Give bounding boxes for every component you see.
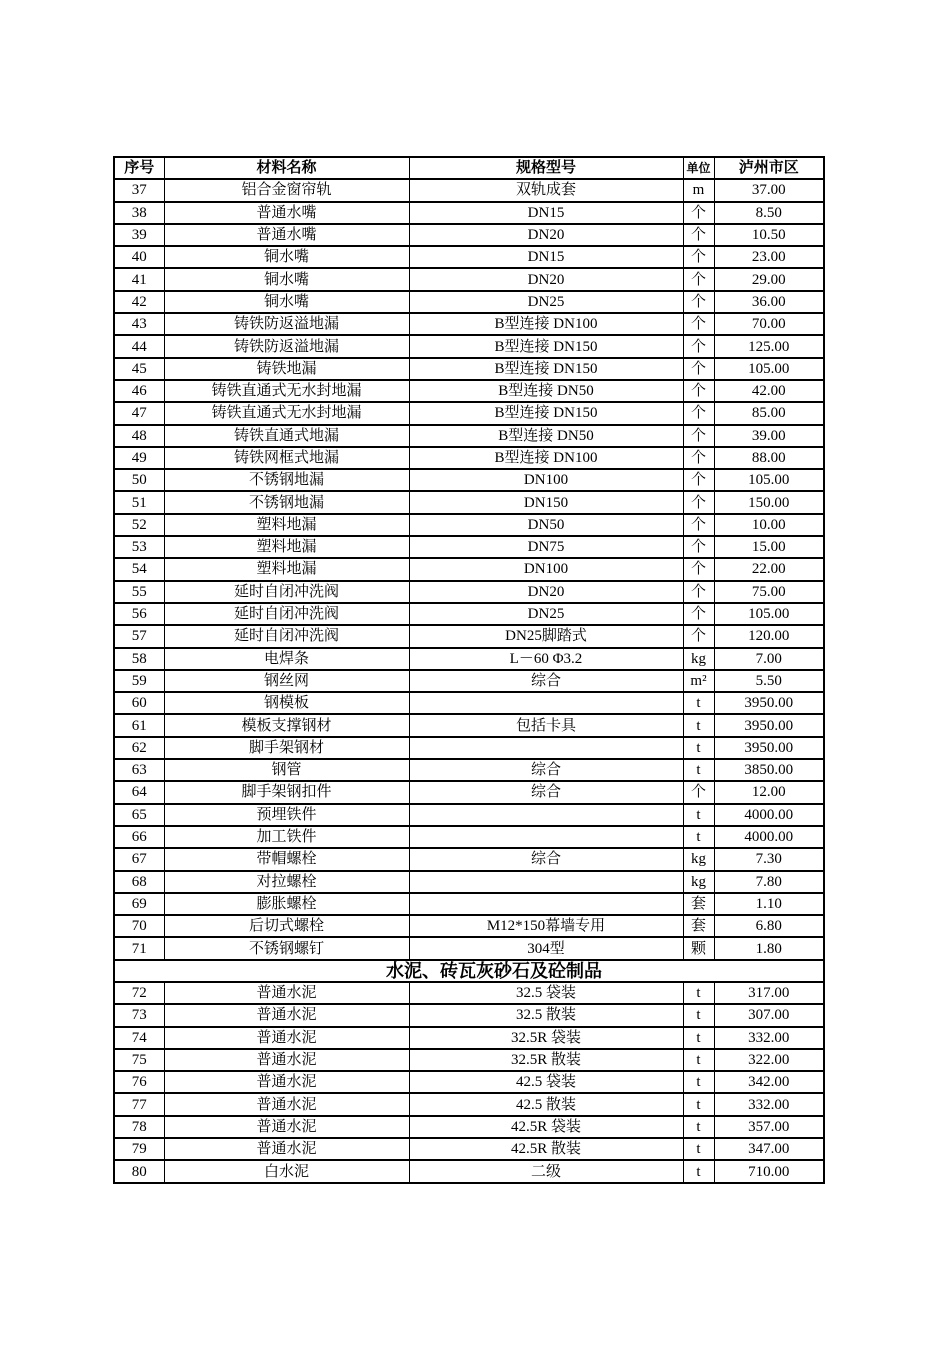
table-row [114, 848, 824, 870]
material-name-cell: 脚手架钢扣件 [164, 781, 409, 803]
table-row [114, 804, 824, 826]
table-row [114, 313, 824, 335]
spec-cell: DN15 [409, 246, 683, 268]
price-cell: 3950.00 [714, 737, 824, 759]
spec-cell: DN25脚踏式 [409, 625, 683, 647]
spec-cell: 42.5R 散装 [409, 1138, 683, 1160]
spec-cell: 综合 [409, 848, 683, 870]
unit-cell: t [683, 714, 714, 736]
column-header-name: 材料名称 [164, 157, 409, 179]
material-name-cell: 塑料地漏 [164, 514, 409, 536]
price-cell: 105.00 [714, 469, 824, 491]
spec-cell: DN75 [409, 536, 683, 558]
price-cell: 347.00 [714, 1138, 824, 1160]
serial-cell: 51 [114, 491, 164, 513]
unit-cell: t [683, 826, 714, 848]
material-name-cell: 普通水泥 [164, 982, 409, 1004]
serial-cell: 60 [114, 692, 164, 714]
section-header-label: 水泥、砖瓦灰砂石及砼制品 [114, 960, 824, 982]
material-name-cell: 铸铁直通式无水封地漏 [164, 380, 409, 402]
column-header-no: 序号 [114, 157, 164, 179]
material-name-cell: 膨胀螺栓 [164, 893, 409, 915]
price-cell: 125.00 [714, 335, 824, 357]
unit-cell: m² [683, 670, 714, 692]
price-cell: 70.00 [714, 313, 824, 335]
column-header-price: 泸州市区 [714, 157, 824, 179]
material-name-cell: 普通水泥 [164, 1004, 409, 1026]
table-row [114, 982, 824, 1004]
serial-cell: 42 [114, 291, 164, 313]
unit-cell: 个 [683, 603, 714, 625]
unit-cell: 个 [683, 469, 714, 491]
unit-cell: 个 [683, 268, 714, 290]
column-header-spec: 规格型号 [409, 157, 683, 179]
table-row [114, 358, 824, 380]
table-row [114, 937, 824, 959]
material-name-cell: 铝合金窗帘轨 [164, 179, 409, 201]
price-cell: 342.00 [714, 1071, 824, 1093]
table-row [114, 469, 824, 491]
spec-cell: DN20 [409, 581, 683, 603]
spec-cell: DN25 [409, 603, 683, 625]
column-header-unit: 单位 [683, 157, 714, 179]
serial-cell: 59 [114, 670, 164, 692]
material-name-cell: 普通水泥 [164, 1116, 409, 1138]
unit-cell: t [683, 982, 714, 1004]
unit-cell: 套 [683, 893, 714, 915]
serial-cell: 66 [114, 826, 164, 848]
table-header-row [114, 157, 824, 179]
spec-cell: B型连接 DN100 [409, 313, 683, 335]
price-cell: 4000.00 [714, 804, 824, 826]
spec-cell [409, 826, 683, 848]
unit-cell: 个 [683, 224, 714, 246]
unit-cell: 个 [683, 558, 714, 580]
serial-cell: 52 [114, 514, 164, 536]
table-row [114, 202, 824, 224]
material-name-cell: 后切式螺栓 [164, 915, 409, 937]
table-row [114, 603, 824, 625]
serial-cell: 76 [114, 1071, 164, 1093]
material-name-cell: 钢丝网 [164, 670, 409, 692]
spec-cell: M12*150幕墙专用 [409, 915, 683, 937]
price-cell: 42.00 [714, 380, 824, 402]
table-row [114, 291, 824, 313]
table-row [114, 893, 824, 915]
serial-cell: 62 [114, 737, 164, 759]
price-cell: 6.80 [714, 915, 824, 937]
serial-cell: 78 [114, 1116, 164, 1138]
serial-cell: 73 [114, 1004, 164, 1026]
unit-cell: t [683, 1116, 714, 1138]
table-row [114, 224, 824, 246]
table-row [114, 781, 824, 803]
material-name-cell: 延时自闭冲洗阀 [164, 625, 409, 647]
table-row [114, 558, 824, 580]
material-name-cell: 普通水泥 [164, 1093, 409, 1115]
spec-cell: DN20 [409, 268, 683, 290]
material-name-cell: 铸铁防返溢地漏 [164, 313, 409, 335]
section-header-row [114, 960, 824, 982]
unit-cell: t [683, 804, 714, 826]
unit-cell: t [683, 1138, 714, 1160]
spec-cell: DN100 [409, 558, 683, 580]
price-cell: 150.00 [714, 491, 824, 513]
unit-cell: 个 [683, 514, 714, 536]
price-cell: 88.00 [714, 447, 824, 469]
price-cell: 10.50 [714, 224, 824, 246]
unit-cell: 个 [683, 781, 714, 803]
price-cell: 36.00 [714, 291, 824, 313]
price-cell: 12.00 [714, 781, 824, 803]
material-name-cell: 塑料地漏 [164, 558, 409, 580]
material-name-cell: 加工铁件 [164, 826, 409, 848]
serial-cell: 70 [114, 915, 164, 937]
material-name-cell: 铸铁网框式地漏 [164, 447, 409, 469]
serial-cell: 37 [114, 179, 164, 201]
price-cell: 105.00 [714, 358, 824, 380]
price-cell: 332.00 [714, 1027, 824, 1049]
spec-cell: DN150 [409, 491, 683, 513]
price-cell: 75.00 [714, 581, 824, 603]
material-name-cell: 对拉螺栓 [164, 871, 409, 893]
spec-cell: B型连接 DN150 [409, 358, 683, 380]
material-name-cell: 铜水嘴 [164, 246, 409, 268]
spec-cell: B型连接 DN50 [409, 380, 683, 402]
material-name-cell: 脚手架钢材 [164, 737, 409, 759]
spec-cell: 综合 [409, 759, 683, 781]
spec-cell: 42.5R 袋装 [409, 1116, 683, 1138]
table-row [114, 826, 824, 848]
serial-cell: 64 [114, 781, 164, 803]
serial-cell: 54 [114, 558, 164, 580]
price-cell: 29.00 [714, 268, 824, 290]
table-row [114, 759, 824, 781]
price-cell: 317.00 [714, 982, 824, 1004]
price-cell: 15.00 [714, 536, 824, 558]
unit-cell: 个 [683, 447, 714, 469]
price-cell: 1.80 [714, 937, 824, 959]
spec-cell [409, 737, 683, 759]
price-cell: 3950.00 [714, 714, 824, 736]
serial-cell: 38 [114, 202, 164, 224]
price-cell: 3850.00 [714, 759, 824, 781]
spec-cell [409, 871, 683, 893]
table-row [114, 268, 824, 290]
serial-cell: 75 [114, 1049, 164, 1071]
material-name-cell: 延时自闭冲洗阀 [164, 603, 409, 625]
spec-cell [409, 692, 683, 714]
table-row [114, 425, 824, 447]
material-name-cell: 钢模板 [164, 692, 409, 714]
spec-cell: 32.5R 散装 [409, 1049, 683, 1071]
material-name-cell: 铸铁地漏 [164, 358, 409, 380]
table-row [114, 491, 824, 513]
unit-cell: 个 [683, 625, 714, 647]
unit-cell: 个 [683, 402, 714, 424]
price-cell: 8.50 [714, 202, 824, 224]
price-cell: 322.00 [714, 1049, 824, 1071]
spec-cell: L－60 Φ3.2 [409, 648, 683, 670]
unit-cell: t [683, 1004, 714, 1026]
spec-cell: B型连接 DN150 [409, 335, 683, 357]
spec-cell: 32.5 袋装 [409, 982, 683, 1004]
table-row [114, 625, 824, 647]
material-name-cell: 电焊条 [164, 648, 409, 670]
table-row [114, 1004, 824, 1026]
serial-cell: 50 [114, 469, 164, 491]
table-row [114, 648, 824, 670]
unit-cell: 个 [683, 491, 714, 513]
material-name-cell: 铜水嘴 [164, 268, 409, 290]
material-name-cell: 铸铁直通式无水封地漏 [164, 402, 409, 424]
table-row [114, 179, 824, 201]
unit-cell: kg [683, 871, 714, 893]
material-name-cell: 普通水泥 [164, 1027, 409, 1049]
serial-cell: 46 [114, 380, 164, 402]
table-row [114, 514, 824, 536]
price-cell: 1.10 [714, 893, 824, 915]
table-row [114, 335, 824, 357]
price-cell: 710.00 [714, 1160, 824, 1182]
spec-cell: 综合 [409, 781, 683, 803]
table-row [114, 915, 824, 937]
price-cell: 10.00 [714, 514, 824, 536]
spec-cell: 包括卡具 [409, 714, 683, 736]
unit-cell: 套 [683, 915, 714, 937]
unit-cell: 个 [683, 536, 714, 558]
table-row [114, 871, 824, 893]
table-row [114, 402, 824, 424]
serial-cell: 58 [114, 648, 164, 670]
serial-cell: 77 [114, 1093, 164, 1115]
spec-cell: 双轨成套 [409, 179, 683, 201]
spec-cell: B型连接 DN100 [409, 447, 683, 469]
material-name-cell: 不锈钢地漏 [164, 491, 409, 513]
unit-cell: 个 [683, 335, 714, 357]
material-name-cell: 普通水泥 [164, 1138, 409, 1160]
price-cell: 105.00 [714, 603, 824, 625]
table-row [114, 1071, 824, 1093]
serial-cell: 79 [114, 1138, 164, 1160]
unit-cell: t [683, 1027, 714, 1049]
serial-cell: 47 [114, 402, 164, 424]
serial-cell: 61 [114, 714, 164, 736]
material-name-cell: 铸铁防返溢地漏 [164, 335, 409, 357]
serial-cell: 55 [114, 581, 164, 603]
unit-cell: t [683, 1093, 714, 1115]
spec-cell: 32.5 散装 [409, 1004, 683, 1026]
unit-cell: t [683, 759, 714, 781]
table-row [114, 1049, 824, 1071]
unit-cell: 个 [683, 425, 714, 447]
material-name-cell: 普通水泥 [164, 1071, 409, 1093]
price-cell: 37.00 [714, 179, 824, 201]
price-cell: 120.00 [714, 625, 824, 647]
material-name-cell: 不锈钢地漏 [164, 469, 409, 491]
table-row [114, 447, 824, 469]
material-name-cell: 普通水嘴 [164, 202, 409, 224]
unit-cell: t [683, 1071, 714, 1093]
table-row [114, 1093, 824, 1115]
price-cell: 22.00 [714, 558, 824, 580]
material-name-cell: 不锈钢螺钉 [164, 937, 409, 959]
serial-cell: 43 [114, 313, 164, 335]
serial-cell: 65 [114, 804, 164, 826]
material-name-cell: 延时自闭冲洗阀 [164, 581, 409, 603]
serial-cell: 56 [114, 603, 164, 625]
table-row [114, 670, 824, 692]
material-name-cell: 带帽螺栓 [164, 848, 409, 870]
table-row [114, 1138, 824, 1160]
serial-cell: 71 [114, 937, 164, 959]
table-row [114, 1160, 824, 1182]
serial-cell: 39 [114, 224, 164, 246]
table-row [114, 1027, 824, 1049]
material-name-cell: 预埋铁件 [164, 804, 409, 826]
spec-cell: 32.5R 袋装 [409, 1027, 683, 1049]
serial-cell: 74 [114, 1027, 164, 1049]
material-name-cell: 普通水嘴 [164, 224, 409, 246]
serial-cell: 67 [114, 848, 164, 870]
material-price-table [113, 156, 825, 1184]
serial-cell: 72 [114, 982, 164, 1004]
serial-cell: 68 [114, 871, 164, 893]
material-name-cell: 普通水泥 [164, 1049, 409, 1071]
material-name-cell: 钢管 [164, 759, 409, 781]
spec-cell: DN15 [409, 202, 683, 224]
spec-cell [409, 893, 683, 915]
spec-cell [409, 804, 683, 826]
serial-cell: 57 [114, 625, 164, 647]
price-cell: 85.00 [714, 402, 824, 424]
unit-cell: 个 [683, 380, 714, 402]
unit-cell: m [683, 179, 714, 201]
serial-cell: 44 [114, 335, 164, 357]
material-name-cell: 铜水嘴 [164, 291, 409, 313]
unit-cell: t [683, 1160, 714, 1182]
table-row [114, 1116, 824, 1138]
spec-cell: DN25 [409, 291, 683, 313]
material-name-cell: 模板支撑钢材 [164, 714, 409, 736]
spec-cell: 42.5 散装 [409, 1093, 683, 1115]
spec-cell: 304型 [409, 937, 683, 959]
spec-cell: 综合 [409, 670, 683, 692]
material-name-cell: 铸铁直通式地漏 [164, 425, 409, 447]
material-name-cell: 白水泥 [164, 1160, 409, 1182]
price-cell: 4000.00 [714, 826, 824, 848]
price-cell: 332.00 [714, 1093, 824, 1115]
price-cell: 7.00 [714, 648, 824, 670]
unit-cell: 颗 [683, 937, 714, 959]
table-row [114, 737, 824, 759]
serial-cell: 40 [114, 246, 164, 268]
price-cell: 307.00 [714, 1004, 824, 1026]
unit-cell: 个 [683, 246, 714, 268]
serial-cell: 53 [114, 536, 164, 558]
spec-cell: DN100 [409, 469, 683, 491]
table-row [114, 692, 824, 714]
unit-cell: 个 [683, 358, 714, 380]
table-row [114, 380, 824, 402]
price-cell: 3950.00 [714, 692, 824, 714]
unit-cell: t [683, 692, 714, 714]
serial-cell: 63 [114, 759, 164, 781]
spec-cell: DN20 [409, 224, 683, 246]
spec-cell: 二级 [409, 1160, 683, 1182]
serial-cell: 80 [114, 1160, 164, 1182]
material-name-cell: 塑料地漏 [164, 536, 409, 558]
table-row [114, 536, 824, 558]
serial-cell: 45 [114, 358, 164, 380]
table-row [114, 714, 824, 736]
unit-cell: t [683, 737, 714, 759]
unit-cell: kg [683, 848, 714, 870]
unit-cell: kg [683, 648, 714, 670]
serial-cell: 69 [114, 893, 164, 915]
price-cell: 357.00 [714, 1116, 824, 1138]
unit-cell: 个 [683, 581, 714, 603]
serial-cell: 48 [114, 425, 164, 447]
spec-cell: 42.5 袋装 [409, 1071, 683, 1093]
price-cell: 5.50 [714, 670, 824, 692]
unit-cell: 个 [683, 313, 714, 335]
unit-cell: t [683, 1049, 714, 1071]
unit-cell: 个 [683, 202, 714, 224]
spec-cell: B型连接 DN50 [409, 425, 683, 447]
spec-cell: B型连接 DN150 [409, 402, 683, 424]
price-cell: 23.00 [714, 246, 824, 268]
table-row [114, 581, 824, 603]
serial-cell: 49 [114, 447, 164, 469]
unit-cell: 个 [683, 291, 714, 313]
price-cell: 7.80 [714, 871, 824, 893]
price-cell: 39.00 [714, 425, 824, 447]
serial-cell: 41 [114, 268, 164, 290]
table-row [114, 246, 824, 268]
price-cell: 7.30 [714, 848, 824, 870]
spec-cell: DN50 [409, 514, 683, 536]
